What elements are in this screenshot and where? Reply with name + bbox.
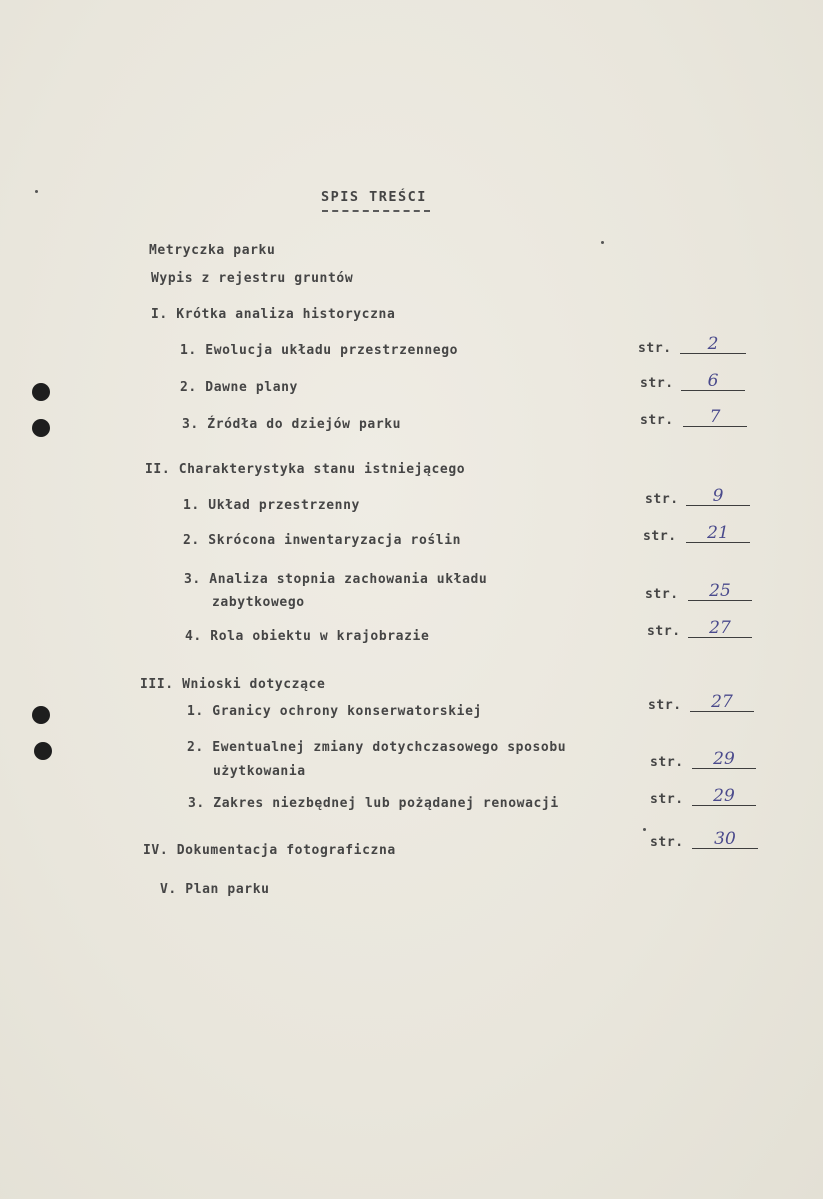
str-label: str. — [648, 698, 682, 713]
toc-entry-label: 2. Ewentualnej zmiany dotychczasowego sposobu — [187, 740, 567, 755]
binder-hole — [32, 383, 50, 401]
page-number: 27 — [690, 693, 754, 712]
str-label: str. — [640, 376, 674, 391]
binder-hole — [34, 742, 52, 760]
str-label: str. — [647, 624, 681, 639]
front-matter-item: Wypis z rejestru gruntów — [151, 271, 354, 286]
page-number: 6 — [681, 372, 745, 391]
section-heading: II. Charakterystyka stanu istniejącego — [145, 462, 466, 477]
page-number: 7 — [683, 408, 747, 427]
toc-entry-label: 2. Skrócona inwentaryzacja roślin — [183, 533, 462, 548]
toc-entry-label-continued: użytkowania — [213, 764, 306, 779]
section-heading: III. Wnioski dotyczące — [140, 677, 326, 692]
page-title: SPIS TREŚCI — [321, 189, 427, 205]
toc-entry-label: 4. Rola obiektu w krajobrazie — [185, 629, 430, 644]
toc-entry-label: 3. Zakres niezbędnej lub pożądanej renowacji — [188, 796, 559, 811]
section-heading: IV. Dokumentacja fotograficzna — [143, 843, 396, 858]
paper-speck — [35, 190, 38, 193]
title-underline — [322, 210, 430, 212]
str-label: str. — [645, 492, 679, 507]
str-label: str. — [640, 413, 674, 428]
page-number: 30 — [692, 830, 758, 849]
toc-entry-label: 1. Granicy ochrony konserwatorskiej — [187, 704, 482, 719]
page-number: 27 — [688, 619, 752, 638]
page-number: 9 — [686, 487, 750, 506]
str-label: str. — [645, 587, 679, 602]
page-number: 21 — [686, 524, 750, 543]
page-number: 2 — [680, 335, 746, 354]
toc-entry-label: 1. Układ przestrzenny — [183, 498, 360, 513]
page-number: 25 — [688, 582, 752, 601]
toc-entry-label: 3. Analiza stopnia zachowania układu — [184, 572, 488, 587]
str-label: str. — [638, 341, 672, 356]
section-heading: I. Krótka analiza historyczna — [151, 307, 396, 322]
toc-entry-label: 2. Dawne plany — [180, 380, 298, 395]
binder-hole — [32, 706, 50, 724]
page-number: 29 — [692, 787, 756, 806]
str-label: str. — [650, 755, 684, 770]
paper-speck — [601, 241, 604, 244]
front-matter-item: Metryczka parku — [149, 243, 276, 258]
toc-entry-label-continued: zabytkowego — [212, 595, 305, 610]
binder-hole — [32, 419, 50, 437]
paper-speck — [643, 828, 646, 831]
toc-entry-label: 1. Ewolucja układu przestrzennego — [180, 343, 459, 358]
str-label: str. — [650, 835, 684, 850]
str-label: str. — [643, 529, 677, 544]
page-number: 29 — [692, 750, 756, 769]
section-heading: V. Plan parku — [160, 882, 270, 897]
toc-entry-label: 3. Źródła do dziejów parku — [182, 417, 402, 432]
str-label: str. — [650, 792, 684, 807]
